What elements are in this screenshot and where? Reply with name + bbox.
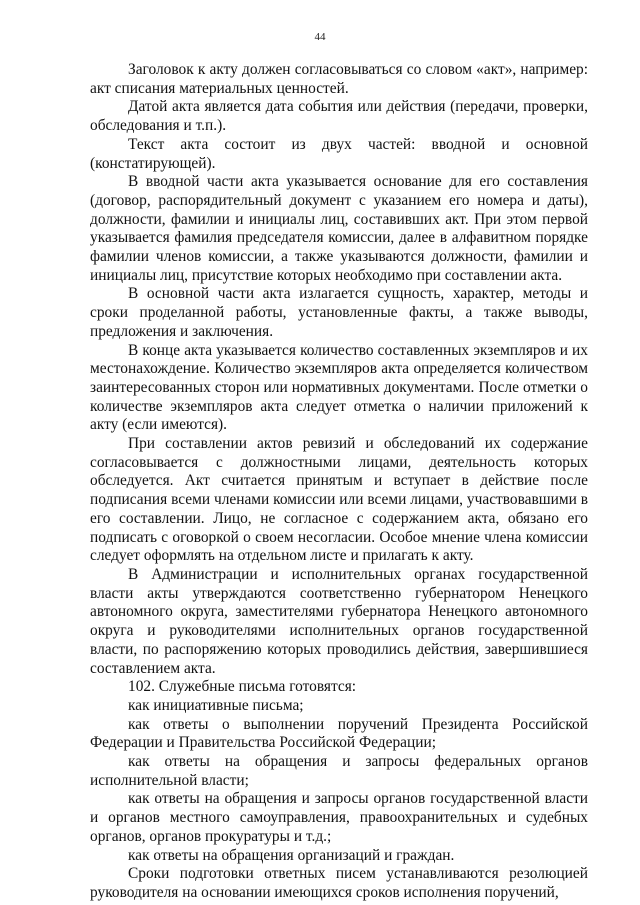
list-item-initiative-letters: как инициативные письма; <box>128 696 304 714</box>
paragraph-act-approval: В Администрации и исполнительных органах государственной власти акты утверждаются соответственно губернатором Ненецкого автономного округа, заместителями губернатора Ненецкого автономного округа и руководителями исполнительных органов государственной власти, по распоряжению которых проводились действия, завершившиеся составлением акта. <box>90 565 588 677</box>
paragraph-act-heading: Заголовок к акту должен согласовываться со словом «акт», например: акт списания материальных ценностей. <box>90 61 588 97</box>
paragraph-introductory-part: В вводной части акта указывается основание для его составления (договор, распорядительный документ с указанием его номера и даты), должности, фамилии и инициалы лиц, составивших акт. При этом первой указывается фамилия председателя комиссии, далее в алфавитном порядке фамилии членов комиссии, а также указываются должности, фамилии и инициалы лиц, присутствие которых необходимо при составлении акта. <box>90 173 588 284</box>
list-item-president-orders: как ответы о выполнении поручений Президента Российской Федерации и Правительства Российской Федерации; <box>90 715 588 752</box>
paragraph-main-part: В основной части акта излагается сущность, характер, методы и сроки проделанной работы, установленные факты, а также выводы, предложения и заключения. <box>90 285 588 340</box>
paragraph-response-deadlines: Сроки подготовки ответных писем устанавливаются резолюцией руководителя на основании имеющихся сроков исполнения поручений, <box>90 865 588 901</box>
list-item-state-requests: как ответы на обращения и запросы органов государственной власти и органов местного самоуправления, правоохранительных и судебных органов, органов прокуратуры и т.д.; <box>90 790 588 845</box>
paragraph-act-copies: В конце акта указывается количество составленных экземпляров и их местонахождение. Количество экземпляров акта определяется количеством заинтересованных сторон или нормативных документами. После отметки о количестве экземпляров акта следует отметка о наличии приложений к акту (если имеются). <box>90 341 588 434</box>
paragraph-section-102: 102. Служебные письма готовятся: <box>128 678 357 696</box>
paragraph-audit-acts: При составлении актов ревизий и обследований их содержание согласовывается с должностными лицами, деятельность которых обследуется. Акт считается принятым и вступает в действие после подписания всеми членами комиссии или всеми лицами, участвовавшими в его составлении. Лицо, не согласное с содержанием акта, обязано его подписать с оговоркой о своем несогласии. Особое мнение члена комиссии следует оформлять на отдельном листе и прилагать к акту. <box>90 435 588 565</box>
page-number: 44 <box>314 31 326 43</box>
list-item-citizen-requests: как ответы на обращения организаций и граждан. <box>128 846 455 864</box>
document-body <box>90 61 588 903</box>
paragraph-act-date: Датой акта является дата события или действия (передачи, проверки, обследования и т.п.). <box>90 98 588 135</box>
list-item-federal-requests: как ответы на обращения и запросы федеральных органов исполнительной власти; <box>90 753 588 789</box>
paragraph-act-text-parts: Текст акта состоит из двух частей: вводной и основной (констатирующей). <box>90 135 588 172</box>
